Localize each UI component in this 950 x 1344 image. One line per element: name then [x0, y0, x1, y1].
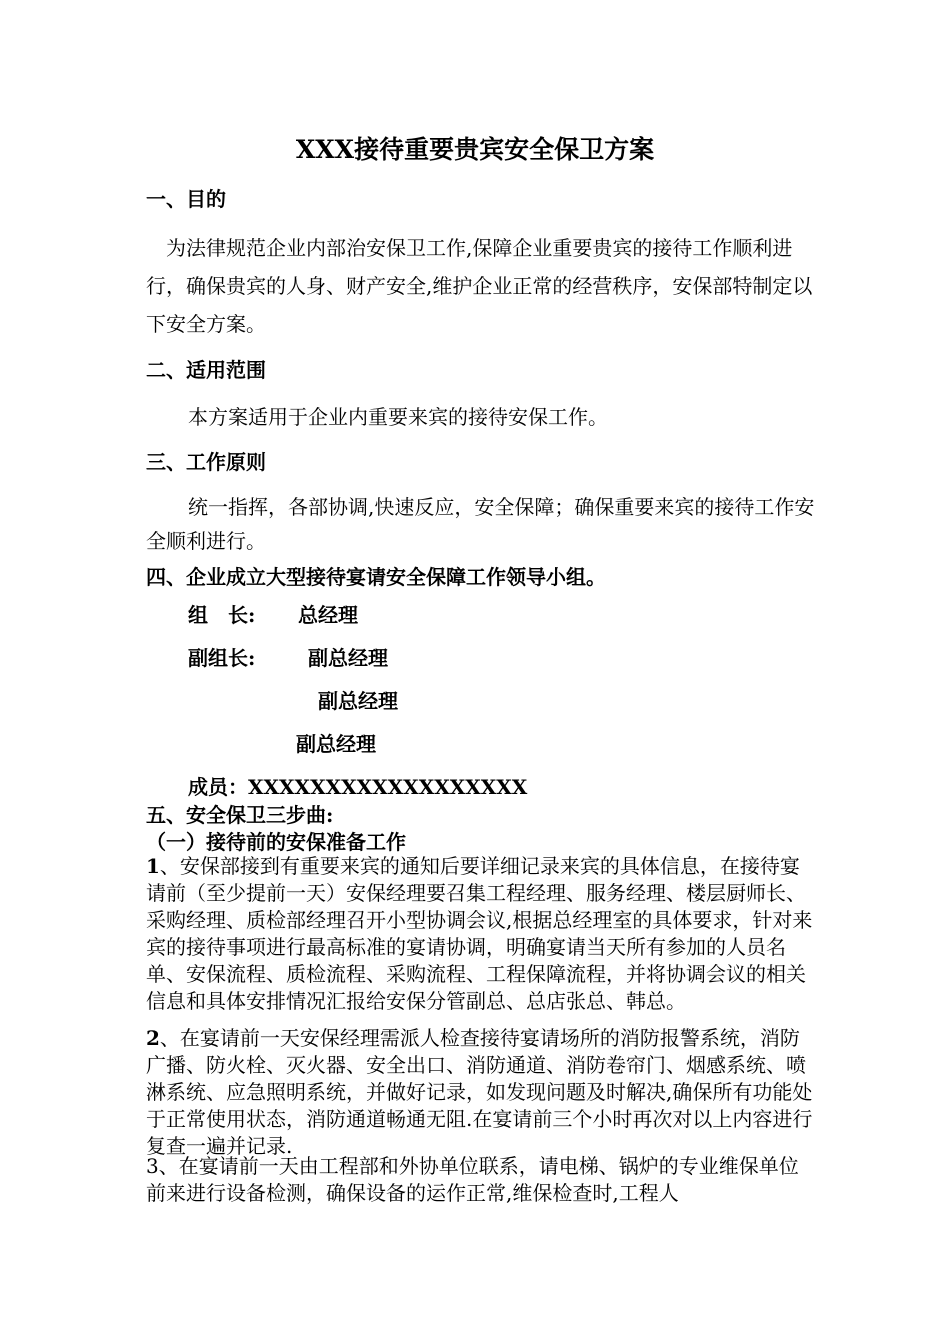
item-1-num: 1	[146, 854, 160, 878]
section-2-text: 本方案适用于企业内重要来宾的接待安保工作。	[188, 405, 608, 429]
document-title: XXX接待重要贵宾安全保卫方案	[295, 135, 655, 164]
section-1-heading: 一、目的	[146, 187, 226, 211]
section-1-text: 为法律规范企业内部治安保卫工作,保障企业重要贵宾的接待工作顺利进行，确保贵宾的人身、财产安全,维护企业正常的经营秩序，安保部特制定以下安全方案。	[146, 236, 813, 336]
section-5-sub1: （一）接待前的安保准备工作	[146, 830, 406, 854]
member-value: XXXXXXXXXXXXXXXXXX	[248, 775, 528, 799]
section-5-heading: 五、安全保卫三步曲:	[146, 803, 334, 827]
leader-value: 总经理	[298, 603, 358, 627]
item-2-num: 2	[146, 1026, 160, 1050]
deputy-value-3: 副总经理	[296, 732, 376, 756]
item-3-text: 、在宴请前一天由工程部和外协单位联系，请电梯、锅炉的专业维保单位前来进行设备检测，确保设备的运作正常,维保检查时,工程人	[146, 1154, 799, 1205]
deputy-value-1: 副总经理	[308, 646, 388, 670]
item-1	[146, 853, 816, 1015]
member-line	[188, 773, 527, 801]
section-4-heading: 四、企业成立大型接待宴请安全保障工作领导小组。	[146, 565, 606, 589]
item-2-text: 、在宴请前一天安保经理需派人检查接待宴请场所的消防报警系统，消防广播、防火栓、灭火器、安全出口、消防通道、消防卷帘门、烟感系统、喷淋系统、应急照明系统，并做好记录，如发现问题及时解决,确保所有功能处于正常使用状态，消防通道畅通无阻.在宴请前三个小时再次对以上内容进行复查一遍并记录.	[146, 1026, 813, 1158]
section-2-heading: 二、适用范围	[146, 358, 266, 382]
leader-label: 组 长:	[188, 603, 256, 627]
item-3-num: 3	[146, 1154, 159, 1178]
section-3-heading: 三、工作原则	[146, 450, 266, 474]
member-label: 成员：	[188, 775, 248, 799]
item-1-text: 、安保部接到有重要来宾的通知后要详细记录来宾的具体信息，在接待宴请前（至少提前一天）安保经理要召集工程经理、服务经理、楼层厨师长、采购经理、质检部经理召开小型协调会议,根据总经理室的具体要求，针对来宾的接待事项进行最高标准的宴请协调，明确宴请当天所有参加的人员名单、安保流程、质检流程、采购流程、工程保障流程，并将协调会议的相关信息和具体安排情况汇报给安保分管副总、总店张总、韩总。	[146, 854, 813, 1013]
item-2	[146, 1025, 816, 1160]
deputy-label: 副组长:	[188, 646, 256, 670]
item-3	[146, 1153, 816, 1207]
deputy-value-2: 副总经理	[318, 689, 398, 713]
section-3-text: 统一指挥，各部协调,快速反应，安全保障；确保重要来宾的接待工作安全顺利进行。	[146, 495, 815, 553]
